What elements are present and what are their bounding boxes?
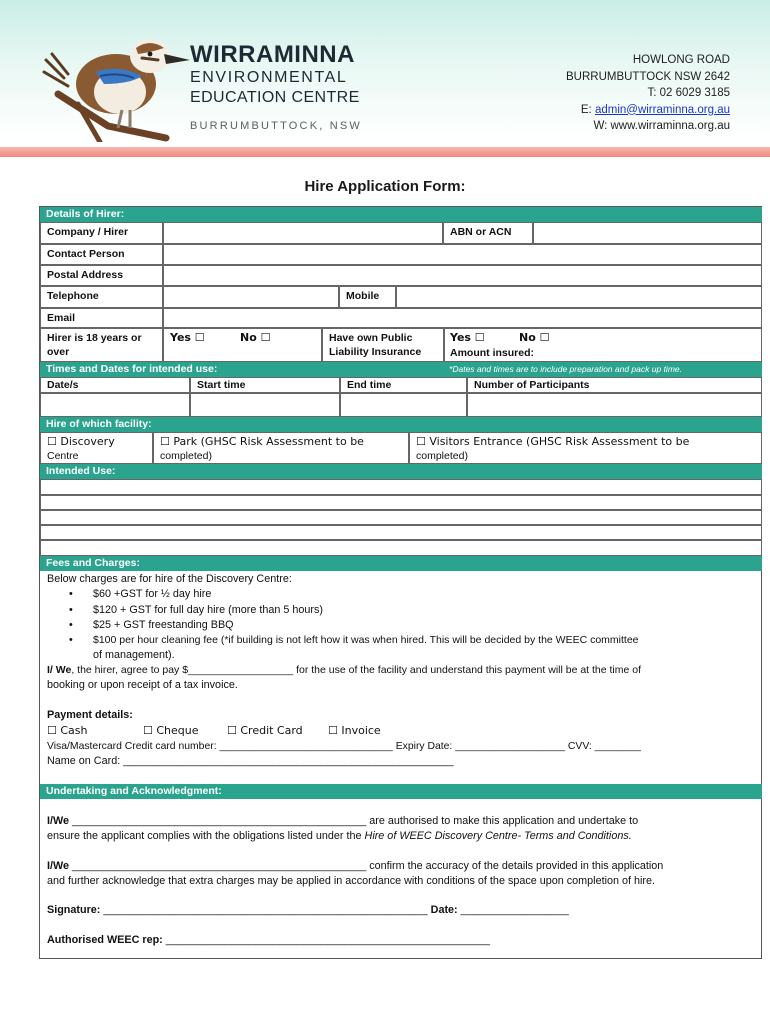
address-phone: T: 02 6029 3185 xyxy=(647,87,730,99)
age-no-checkbox[interactable]: No ☐ xyxy=(240,331,271,344)
undertaking-p1-line2 xyxy=(47,829,632,844)
name-on-card-line[interactable]: Name on Card: _______________________________________________________ xyxy=(47,755,454,767)
address-email-row xyxy=(566,102,730,119)
facility-discovery-line2: Centre xyxy=(47,450,79,462)
signature-label: Signature: xyxy=(47,904,101,916)
email-field[interactable] xyxy=(163,308,762,328)
label-postal: Postal Address xyxy=(40,265,163,286)
email-link[interactable]: admin@wirraminna.org.au xyxy=(594,103,730,116)
fee-item-3: $25 + GST freestanding BBQ xyxy=(93,619,234,631)
terms-reference: Hire of WEEC Discovery Centre- Terms and Conditions. xyxy=(364,830,632,842)
undertaking-p2-line1[interactable] xyxy=(47,859,663,874)
address-town: BURRUMBUTTOCK NSW 2642 xyxy=(565,70,730,83)
section-details-heading: Details of Hirer: xyxy=(40,207,762,222)
label-amount-insured: Amount insured: xyxy=(450,347,534,359)
fee-item-4-cont: of management). xyxy=(93,649,175,661)
label-telephone: Telephone xyxy=(40,286,163,308)
fees-intro: Below charges are for hire of the Discovery Centre: xyxy=(47,573,292,585)
age-yes-checkbox[interactable]: Yes ☐ xyxy=(170,331,205,344)
logo-line-4: BURRUMBUTTOCK, NSW xyxy=(190,120,363,132)
liability-yes-checkbox[interactable]: Yes ☐ xyxy=(450,331,485,344)
mobile-field[interactable] xyxy=(396,286,762,308)
facility-visitors-line2: completed) xyxy=(416,450,468,462)
contact-address xyxy=(566,52,730,135)
rep-line: ______________________________________________________ xyxy=(162,934,491,946)
facility-discovery-line1: ☐ Discovery xyxy=(47,435,115,448)
undertaking-p2-bold: I/We xyxy=(47,860,69,872)
facility-park-line1: ☐ Park (GHSC Risk Assessment to be xyxy=(160,435,364,448)
pay-invoice-checkbox[interactable]: ☐ Invoice xyxy=(328,724,381,737)
logo-text xyxy=(190,42,362,132)
pay-cash-checkbox[interactable]: ☐ Cash xyxy=(47,724,88,737)
date-line: __________________ xyxy=(457,904,569,916)
section-times-heading xyxy=(40,362,762,377)
undertaking-p1-line1[interactable] xyxy=(47,814,638,829)
intended-use-line-3[interactable] xyxy=(40,510,762,525)
contact-field[interactable] xyxy=(163,244,762,265)
fee-item-1: $60 +GST for ½ day hire xyxy=(93,588,212,600)
fee-item-4: $100 per hour cleaning fee (*if building is not left how it was when hired. This will be decided by the WEEC committee xyxy=(93,634,639,646)
header-stripe xyxy=(0,147,770,157)
fees-agree-text: , the hirer, agree to pay $__________________ for the use of the facility and understand this payment will be at the time of xyxy=(71,664,642,676)
col-date: Date/s xyxy=(40,377,190,393)
label-liability-line2: Liability Insurance xyxy=(329,346,422,358)
section-facility-heading: Hire of which facility: xyxy=(40,417,762,432)
times-note: *Dates and times are to include preparation and pack up time. xyxy=(449,364,682,374)
fees-agree-line2: booking or upon receipt of a tax invoice. xyxy=(47,679,238,691)
col-end: End time xyxy=(340,377,467,393)
section-fees-heading: Fees and Charges: xyxy=(40,556,762,571)
undertaking-p2-text: _________________________________________________ confirm the accuracy of the details provided in this application xyxy=(69,860,664,872)
label-contact: Contact Person xyxy=(40,244,163,265)
telephone-field[interactable] xyxy=(163,286,339,308)
intended-use-line-1[interactable] xyxy=(40,479,762,495)
label-mobile: Mobile xyxy=(339,286,396,308)
form-title: Hire Application Form: xyxy=(304,178,466,195)
label-liability-line1: Have own Public xyxy=(329,332,413,344)
facility-park-line2: completed) xyxy=(160,450,212,462)
label-company: Company / Hirer xyxy=(40,222,163,244)
section-intended-use-heading: Intended Use: xyxy=(40,464,762,479)
fees-agree-bold: I/ We xyxy=(47,664,72,676)
section-undertaking-heading: Undertaking and Acknowledgment: xyxy=(40,784,762,799)
intended-use-line-5[interactable] xyxy=(40,540,762,556)
intended-use-line-4[interactable] xyxy=(40,525,762,540)
age-options xyxy=(163,328,322,362)
fees-agree-line1 xyxy=(47,663,641,678)
label-liability xyxy=(322,328,444,362)
pay-credit-checkbox[interactable]: ☐ Credit Card xyxy=(227,724,303,737)
liability-no-checkbox[interactable]: No ☐ xyxy=(519,331,550,344)
label-age-line1: Hirer is 18 years or xyxy=(47,332,142,344)
facility-visitors-option[interactable] xyxy=(409,432,762,464)
logo-line-1: WIRRAMINNA xyxy=(190,41,355,68)
address-web: W: www.wirraminna.org.au xyxy=(593,120,730,132)
intended-use-line-2[interactable] xyxy=(40,495,762,510)
label-abn: ABN or ACN xyxy=(443,222,533,244)
participants-field[interactable] xyxy=(467,393,762,417)
bullet-dot-3: • xyxy=(69,619,73,631)
date-field[interactable] xyxy=(40,393,190,417)
label-email: Email xyxy=(40,308,163,328)
payment-heading: Payment details: xyxy=(47,709,133,721)
bullet-dot-4: • xyxy=(69,634,73,646)
rep-row[interactable] xyxy=(47,933,490,948)
address-street: HOWLONG ROAD xyxy=(632,54,730,66)
bullet-dot-2: • xyxy=(69,604,73,616)
logo-line-3: EDUCATION CENTRE xyxy=(190,89,360,106)
email-prefix: E: xyxy=(580,103,595,116)
facility-discovery-option[interactable] xyxy=(40,432,153,464)
fee-item-2: $120 + GST for full day hire (more than 5 hours) xyxy=(93,604,323,616)
facility-visitors-line1: ☐ Visitors Entrance (GHSC Risk Assessment to be xyxy=(416,435,690,448)
facility-park-option[interactable] xyxy=(153,432,409,464)
kookaburra-logo-icon xyxy=(38,34,190,142)
date-label: Date: xyxy=(430,904,458,916)
postal-field[interactable] xyxy=(163,265,762,286)
card-details-line[interactable]: Visa/Mastercard Credit card number: ______________________________ Expiry Date: ___________________ CVV: ________ xyxy=(47,741,641,752)
undertaking-p1-bold: I/We xyxy=(47,815,69,827)
signature-line: ______________________________________________________ xyxy=(100,904,431,916)
label-age xyxy=(40,328,163,362)
section-times-title: Times and Dates for intended use: xyxy=(46,363,218,375)
pay-cheque-checkbox[interactable]: ☐ Cheque xyxy=(143,724,199,737)
abn-field[interactable] xyxy=(533,222,762,244)
rep-label: Authorised WEEC rep: xyxy=(47,934,163,946)
company-field[interactable] xyxy=(163,222,443,244)
start-time-field[interactable] xyxy=(190,393,340,417)
undertaking-p2-line2: and further acknowledge that extra charges may be applied in accordance with conditions of the space upon completion of hire. xyxy=(47,875,655,887)
label-age-line2: over xyxy=(47,346,70,358)
liability-options xyxy=(444,328,762,362)
undertaking-p1-line2-text: ensure the applicant complies with the obligations listed under the xyxy=(47,830,365,842)
end-time-field[interactable] xyxy=(340,393,467,417)
logo-line-2: ENVIRONMENTAL xyxy=(190,69,348,86)
signature-row[interactable] xyxy=(47,903,569,918)
col-participants: Number of Participants xyxy=(467,377,762,393)
col-start: Start time xyxy=(190,377,340,393)
bullet-dot-1: • xyxy=(69,588,73,600)
undertaking-p1-text: _________________________________________________ are authorised to make this application and undertake to xyxy=(69,815,639,827)
